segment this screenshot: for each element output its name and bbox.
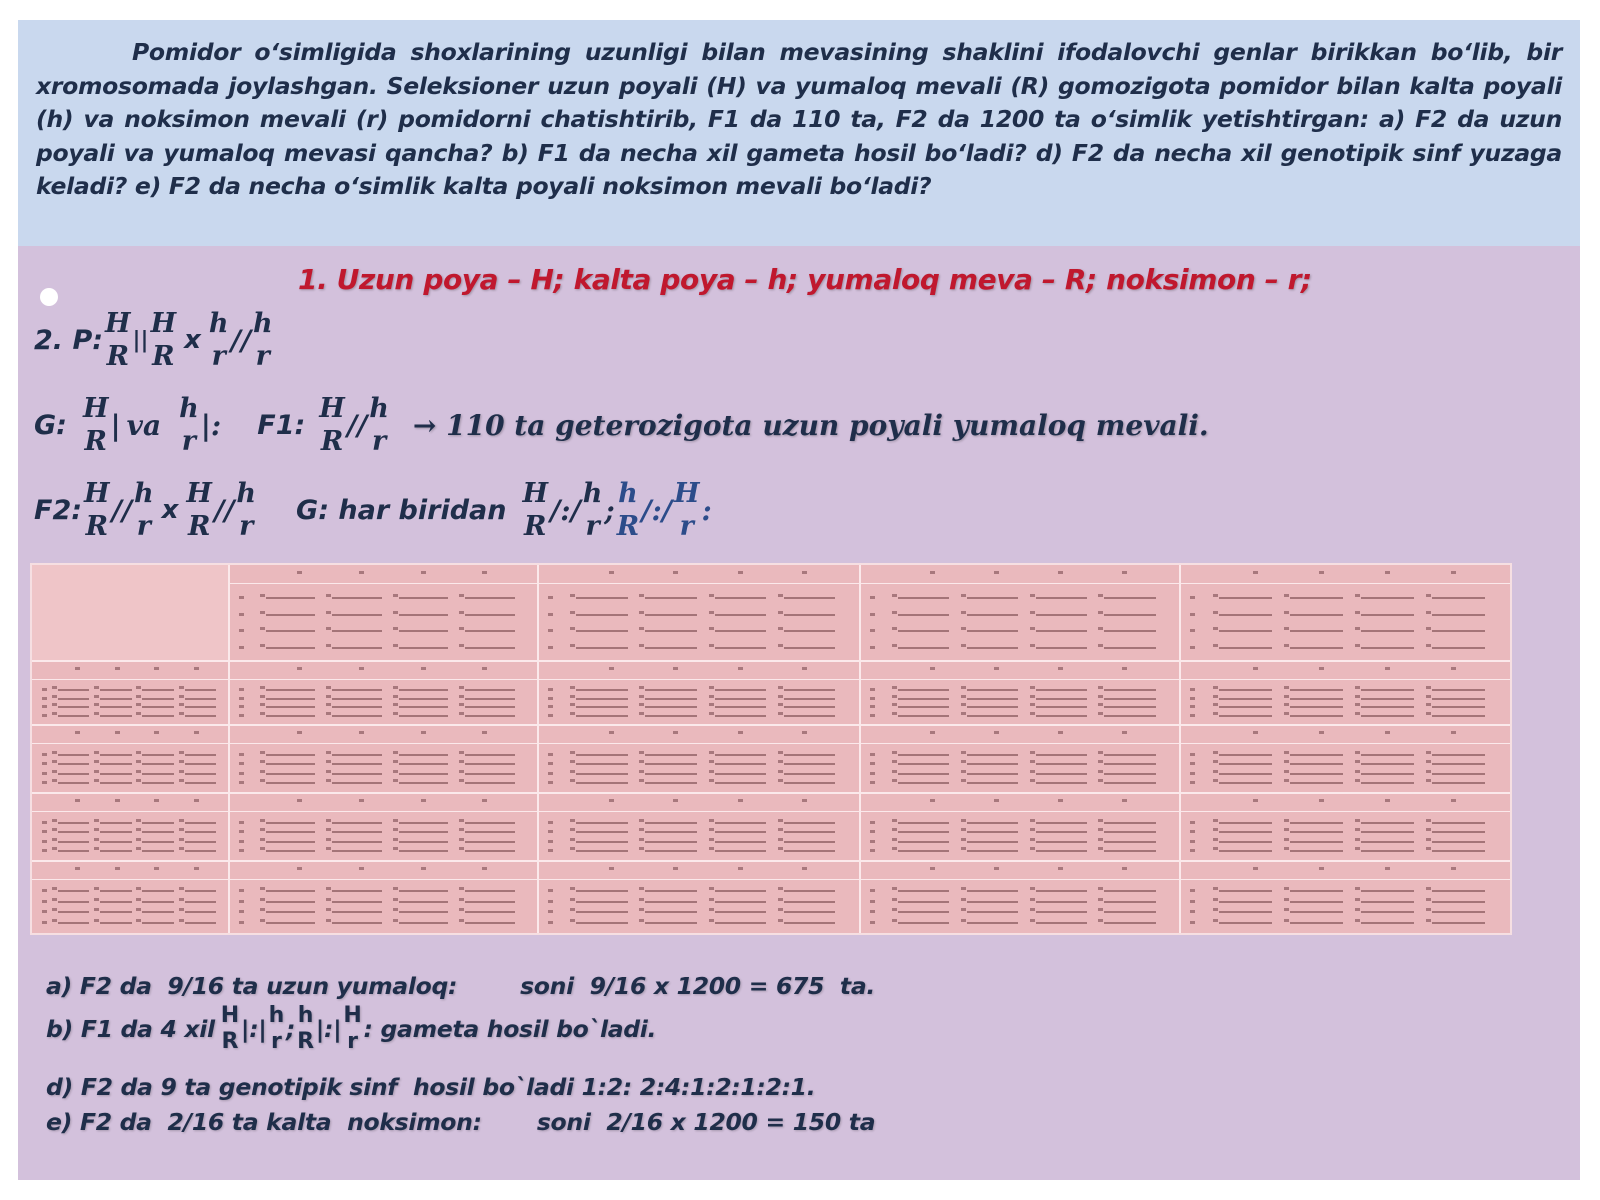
punnett-cell — [32, 793, 229, 861]
punnett-cell — [32, 661, 229, 725]
genotype-fraction: H R — [319, 393, 345, 457]
punnett-cell — [32, 725, 229, 793]
punnett-cell — [229, 565, 538, 661]
step-1-gene-definitions: 1. Uzun poya – H; kalta poya – h; yumaloq meva – R; noksimon – r; — [298, 263, 1312, 296]
gamete-f1-line: G: H R | va h r |: F1: H R // h r → 110 ta geterozigota uzun poyali yumaloq mevali. — [34, 393, 1209, 457]
f2-cross-line: F2: H R // h r x H R // h r G: har biridan H R /:/ h r ; h R /:/ H r : — [34, 478, 712, 542]
gamete-fraction: H r — [674, 478, 700, 542]
genotype-fraction: H R — [84, 478, 110, 542]
f1-note: → 110 ta geterozigota uzun poyali yumaloq mevali. — [412, 408, 1209, 442]
punnett-cell — [860, 861, 1180, 933]
punnett-cell — [860, 725, 1180, 793]
gamete-fraction: H r — [343, 1003, 362, 1054]
punnett-cell — [860, 565, 1180, 661]
punnett-cell — [860, 793, 1180, 861]
parent-cross-line: 2. P: H R || H R x h r // h r — [34, 308, 273, 372]
gamete-fraction: h R — [297, 1003, 314, 1054]
punnett-cell — [860, 661, 1180, 725]
answer-d: d) F2 da 9 ta genotipik sinf hosil bo`ladi 1:2: 2:4:1:2:1:2:1. — [46, 1073, 816, 1101]
f1-label: F1: — [257, 409, 306, 441]
punnett-cell — [1180, 661, 1510, 725]
genotype-fraction: h r — [252, 308, 273, 372]
genotype-fraction: h r — [236, 478, 257, 542]
gamete-fraction: H R — [522, 478, 548, 542]
genotype-fraction: H R — [105, 308, 131, 372]
f2-label: F2: — [34, 494, 83, 526]
problem-statement — [18, 20, 1580, 246]
answer-e: e) F2 da 2/16 ta kalta noksimon: soni 2/16 x 1200 = 150 ta — [46, 1108, 876, 1136]
punnett-cell — [538, 565, 860, 661]
f2-gamete-label: G: har biridan — [296, 494, 507, 526]
answer-b: b) F1 da 4 xil H R |:| h r ; h R |:| H r : gameta hosil bo`ladi. — [46, 1003, 657, 1054]
punnett-cell — [229, 661, 538, 725]
punnett-cell — [229, 725, 538, 793]
punnett-corner-cell — [32, 565, 229, 661]
g-label: G: — [34, 409, 67, 441]
gamete-fraction: H R — [82, 393, 109, 457]
cross-symbol: x — [184, 325, 201, 355]
punnett-cell — [1180, 793, 1510, 861]
punnett-cell — [538, 661, 860, 725]
punnett-square-grid — [30, 563, 1512, 935]
punnett-cell — [1180, 725, 1510, 793]
punnett-cell — [32, 861, 229, 933]
punnett-cell — [538, 725, 860, 793]
genotype-fraction: H R — [150, 308, 177, 372]
bullet-dot — [40, 288, 58, 306]
punnett-cell — [229, 793, 538, 861]
p-label: 2. P: — [34, 324, 104, 356]
problem-text: Pomidor o‘simligida shoxlarining uzunligi bilan mevasining shaklini ifodalovchi genlar birikkan bo‘lib, bir xromosomada joylashgan. Seleksioner uzun poyali (H) va yumaloq mevali (R) gomozigota pomidor bilan kalta poyali (h) va noksimon mevali (r) pomidorni chatishtirib, F1 da 110 ta, F2 da 1200 ta o‘simlik yetishtirgan: a) F2 da uzun poyali va yumaloq mevasi qancha? b) F1 da necha xil gameta hosil bo‘ladi? d) F2 da necha xil genotipik sinf yuzaga keladi? e) F2 da necha o‘simlik kalta poyali noksimon mevali bo‘ladi? — [36, 38, 1562, 200]
genotype-fraction: H R — [186, 478, 212, 542]
gamete-fraction: h r — [179, 393, 199, 457]
punnett-cell — [1180, 565, 1510, 661]
slide — [18, 20, 1580, 1180]
gamete-fraction: h r — [582, 478, 603, 542]
genotype-fraction: h r — [208, 308, 229, 372]
punnett-cell — [538, 793, 860, 861]
cross-symbol: x — [161, 495, 179, 525]
gamete-fraction: H R — [220, 1003, 239, 1054]
punnett-cell — [229, 861, 538, 933]
genotype-fraction: h r — [134, 478, 154, 542]
punnett-cell — [538, 861, 860, 933]
genotype-fraction: h r — [369, 393, 389, 457]
gamete-fraction: h R — [616, 478, 640, 542]
punnett-cell — [1180, 861, 1510, 933]
gamete-fraction: h r — [268, 1003, 284, 1054]
answer-a: a) F2 da 9/16 ta uzun yumaloq: soni 9/16 x 1200 = 675 ta. — [46, 972, 876, 1000]
